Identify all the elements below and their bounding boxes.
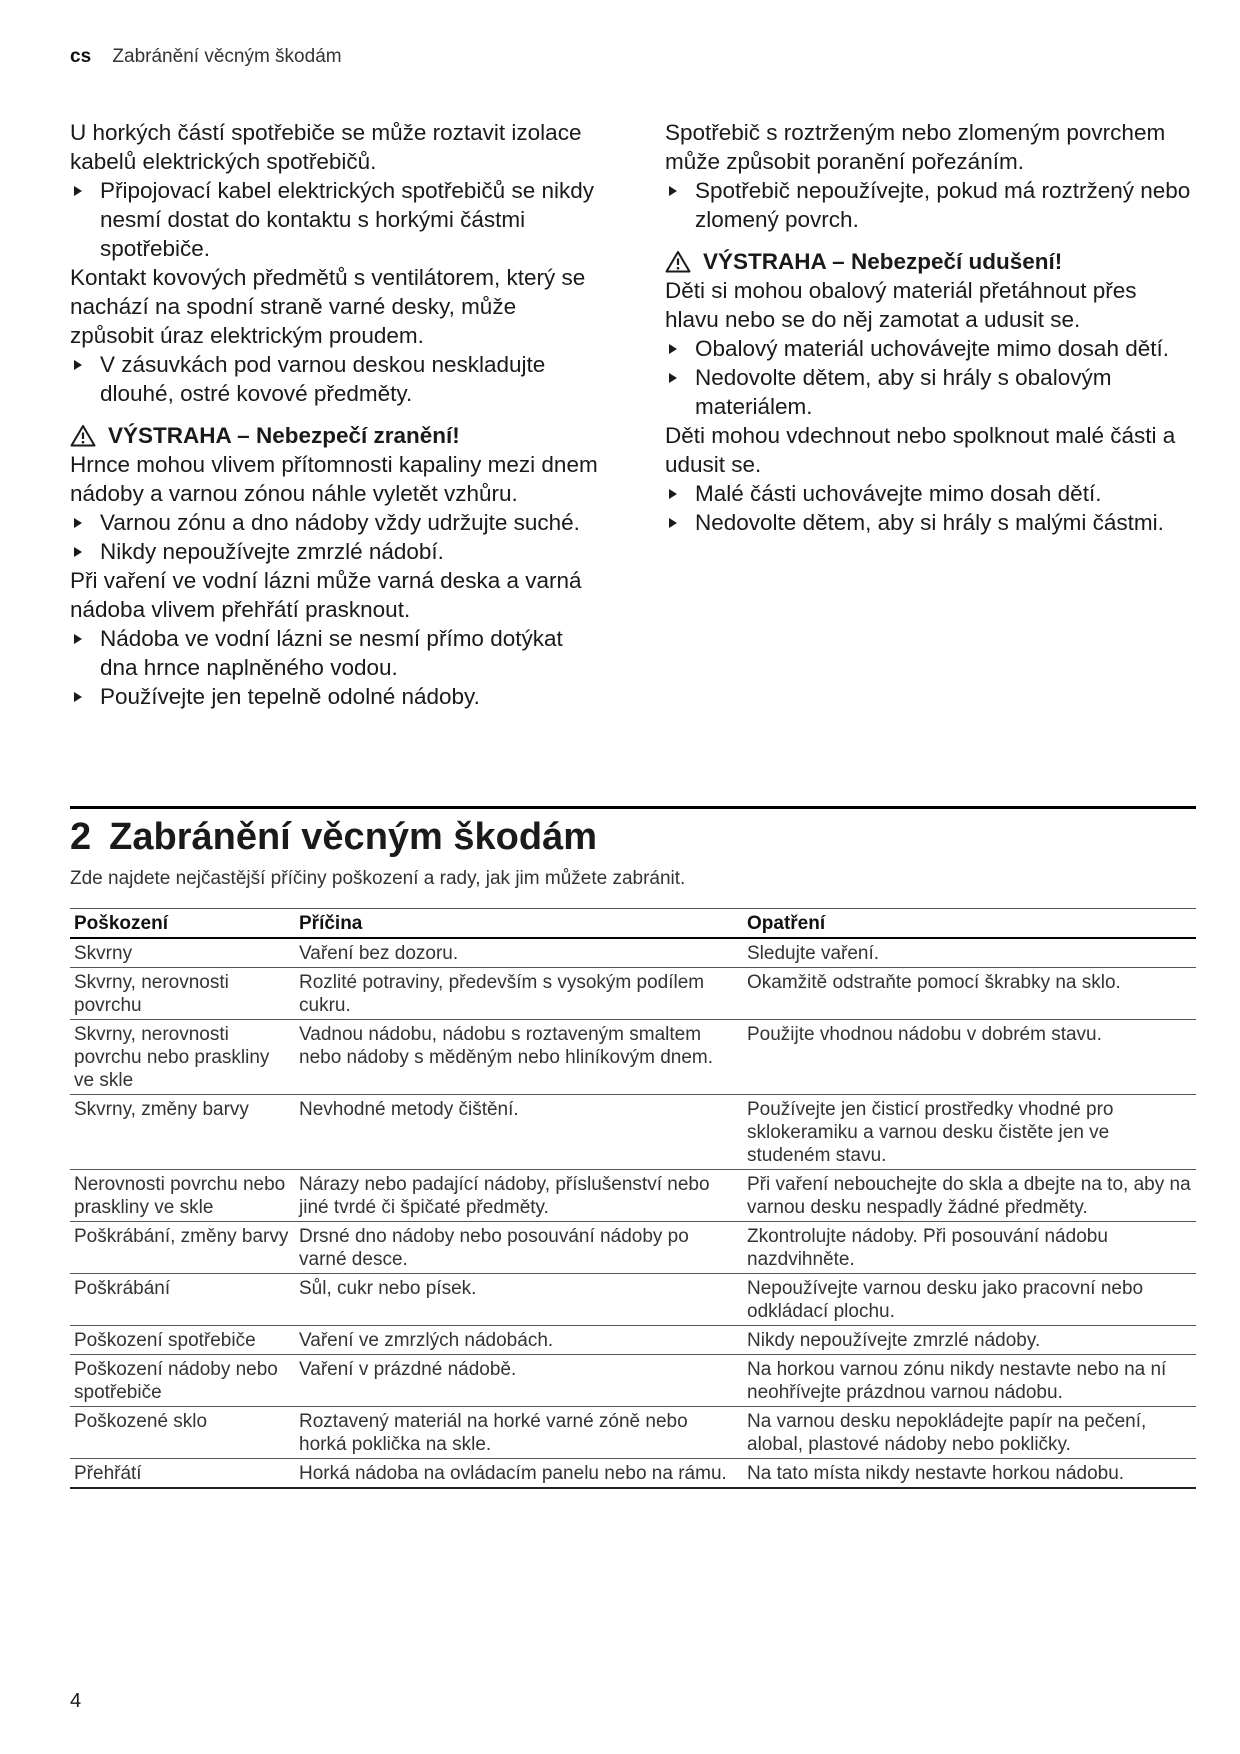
bullet-arrow-icon [74, 186, 82, 196]
bullet-arrow-icon [74, 692, 82, 702]
cell-measure: Na varnou desku nepokládejte papír na pečení, alobal, plastové nádoby nebo pokličky. [743, 1407, 1196, 1459]
paragraph: Spotřebič s roztrženým nebo zlomeným povrchem může způsobit poranění pořezáním. [665, 120, 1166, 174]
cell-cause: Nárazy nebo padající nádoby, příslušenství nebo jiné tvrdé či špičaté předměty. [295, 1170, 743, 1222]
table-row [70, 968, 1196, 1020]
language-code: cs [70, 46, 92, 67]
warning-triangle-icon [70, 424, 96, 447]
cell-cause: Vadnou nádobu, nádobu s roztaveným smaltem nebo nádoby s měděným nebo hliníkovým dnem. [295, 1020, 743, 1095]
cell-measure: Zkontrolujte nádoby. Při posouvání nádobu nazdvihněte. [743, 1222, 1196, 1274]
bullet-arrow-icon [669, 518, 677, 528]
left-column [70, 118, 600, 711]
warning-heading [70, 421, 600, 450]
bullet-arrow-icon [74, 360, 82, 370]
paragraph: Kontakt kovových předmětů s ventilátorem, který se nachází na spodní straně varné desky, může způsobit úraz elektrickým proudem. [70, 265, 586, 348]
bullet-arrow-icon [669, 344, 677, 354]
cell-damage: Poškozené sklo [70, 1407, 295, 1459]
table-row [70, 1355, 1196, 1407]
cell-measure: Při vaření nebouchejte do skla a dbejte na to, aby na varnou desku nespadly žádné předměty. [743, 1170, 1196, 1222]
bullet-text: Připojovací kabel elektrických spotřebičů se nikdy nesmí dostat do kontaktu s horkými částmi spotřebiče. [100, 178, 594, 261]
cell-damage: Poškrábání, změny barvy [70, 1222, 295, 1274]
cell-measure: Použijte vhodnou nádobu v dobrém stavu. [743, 1020, 1196, 1095]
section-divider [70, 806, 1196, 809]
bullet-arrow-icon [74, 518, 82, 528]
paragraph: Hrnce mohou vlivem přítomnosti kapaliny mezi dnem nádoby a varnou zónou náhle vyletět vzhůru. [70, 452, 598, 506]
right-column [665, 118, 1195, 537]
warning-text: VÝSTRAHA – Nebezpečí udušení! [703, 249, 1063, 274]
cell-cause: Rozlité potraviny, především s vysokým podílem cukru. [295, 968, 743, 1020]
bullet-text: Nedovolte dětem, aby si hrály s malými částmi. [695, 510, 1164, 535]
bullet-item [70, 176, 600, 263]
cell-measure: Nikdy nepoužívejte zmrzlé nádoby. [743, 1326, 1196, 1355]
section-title-text: Zabránění věcným škodám [109, 816, 597, 858]
header-damage: Poškození [70, 909, 295, 939]
section-title [70, 810, 597, 864]
bullet-text: Obalový materiál uchovávejte mimo dosah dětí. [695, 336, 1169, 361]
cell-damage: Skvrny [70, 938, 295, 968]
warning-text: VÝSTRAHA – Nebezpečí zranění! [108, 423, 460, 448]
bullet-arrow-icon [669, 489, 677, 499]
table-row [70, 1222, 1196, 1274]
cell-cause: Drsné dno nádoby nebo posouvání nádoby po varné desce. [295, 1222, 743, 1274]
cell-cause: Roztavený materiál na horké varné zóně nebo horká poklička na skle. [295, 1407, 743, 1459]
bullet-text: Nádoba ve vodní lázni se nesmí přímo dotýkat dna hrnce naplněného vodou. [100, 626, 563, 680]
bullet-arrow-icon [74, 547, 82, 557]
cell-damage: Poškození spotřebiče [70, 1326, 295, 1355]
bullet-item [665, 508, 1195, 537]
bullet-arrow-icon [74, 634, 82, 644]
cell-damage: Přehřátí [70, 1459, 295, 1489]
cell-measure: Nepoužívejte varnou desku jako pracovní nebo odkládací plochu. [743, 1274, 1196, 1326]
cell-cause: Sůl, cukr nebo písek. [295, 1274, 743, 1326]
bullet-arrow-icon [669, 373, 677, 383]
cell-damage: Poškození nádoby nebo spotřebiče [70, 1355, 295, 1407]
bullet-item [70, 508, 600, 537]
bullet-item [70, 624, 600, 682]
table-row [70, 1326, 1196, 1355]
cell-cause: Vaření v prázdné nádobě. [295, 1355, 743, 1407]
warning-triangle-icon [665, 250, 691, 273]
cell-damage: Poškrábání [70, 1274, 295, 1326]
cell-measure: Na horkou varnou zónu nikdy nestavte nebo na ní neohřívejte prázdnou varnou nádobu. [743, 1355, 1196, 1407]
header-cause: Příčina [295, 909, 743, 939]
cell-cause: Nevhodné metody čištění. [295, 1095, 743, 1170]
paragraph: Děti mohou vdechnout nebo spolknout malé části a udusit se. [665, 423, 1176, 477]
header-title: Zabránění věcným škodám [112, 46, 342, 67]
cell-damage: Skvrny, nerovnosti povrchu [70, 968, 295, 1020]
cell-measure: Okamžitě odstraňte pomocí škrabky na sklo. [743, 968, 1196, 1020]
bullet-item [665, 334, 1195, 363]
warning-heading [665, 247, 1195, 276]
cell-cause: Horká nádoba na ovládacím panelu nebo na rámu. [295, 1459, 743, 1489]
bullet-text: Nedovolte dětem, aby si hrály s obalovým materiálem. [695, 365, 1112, 419]
paragraph: U horkých částí spotřebiče se může roztavit izolace kabelů elektrických spotřebičů. [70, 120, 582, 174]
bullet-item [70, 537, 600, 566]
bullet-text: Malé části uchovávejte mimo dosah dětí. [695, 481, 1102, 506]
page-number: 4 [70, 1690, 82, 1712]
bullet-item [70, 682, 600, 711]
cell-cause: Vaření ve zmrzlých nádobách. [295, 1326, 743, 1355]
table-row [70, 1020, 1196, 1095]
cell-measure: Sledujte vaření. [743, 938, 1196, 968]
bullet-item [665, 176, 1195, 234]
table-header-row [70, 909, 1196, 939]
table-row [70, 1407, 1196, 1459]
bullet-text: V zásuvkách pod varnou deskou neskladujte dlouhé, ostré kovové předměty. [100, 352, 546, 406]
table-row [70, 938, 1196, 968]
cell-measure: Na tato místa nikdy nestavte horkou nádobu. [743, 1459, 1196, 1489]
cell-damage: Nerovnosti povrchu nebo praskliny ve skle [70, 1170, 295, 1222]
bullet-item [70, 350, 600, 408]
bullet-item [665, 479, 1195, 508]
page-header [70, 46, 342, 68]
paragraph: Při vaření ve vodní lázni může varná deska a varná nádoba vlivem přehřátí prasknout. [70, 568, 582, 622]
header-measure: Opatření [743, 909, 1196, 939]
bullet-text: Používejte jen tepelně odolné nádoby. [100, 684, 480, 709]
section-intro: Zde najdete nejčastější příčiny poškození a rady, jak jim můžete zabránit. [70, 868, 686, 889]
cell-damage: Skvrny, nerovnosti povrchu nebo praskliny ve skle [70, 1020, 295, 1095]
bullet-arrow-icon [669, 186, 677, 196]
bullet-text: Nikdy nepoužívejte zmrzlé nádobí. [100, 539, 444, 564]
table-row [70, 1459, 1196, 1489]
cell-cause: Vaření bez dozoru. [295, 938, 743, 968]
cell-damage: Skvrny, změny barvy [70, 1095, 295, 1170]
table-row [70, 1274, 1196, 1326]
damage-table [70, 908, 1196, 1489]
section-number: 2 [70, 816, 92, 858]
bullet-text: Spotřebič nepoužívejte, pokud má roztržený nebo zlomený povrch. [695, 178, 1191, 232]
table-row [70, 1095, 1196, 1170]
bullet-item [665, 363, 1195, 421]
paragraph: Děti si mohou obalový materiál přetáhnout přes hlavu nebo se do něj zamotat a udusit se. [665, 278, 1137, 332]
bullet-text: Varnou zónu a dno nádoby vždy udržujte suché. [100, 510, 580, 535]
table-row [70, 1170, 1196, 1222]
cell-measure: Používejte jen čisticí prostředky vhodné pro sklokeramiku a varnou desku čistěte jen ve studeném stavu. [743, 1095, 1196, 1170]
